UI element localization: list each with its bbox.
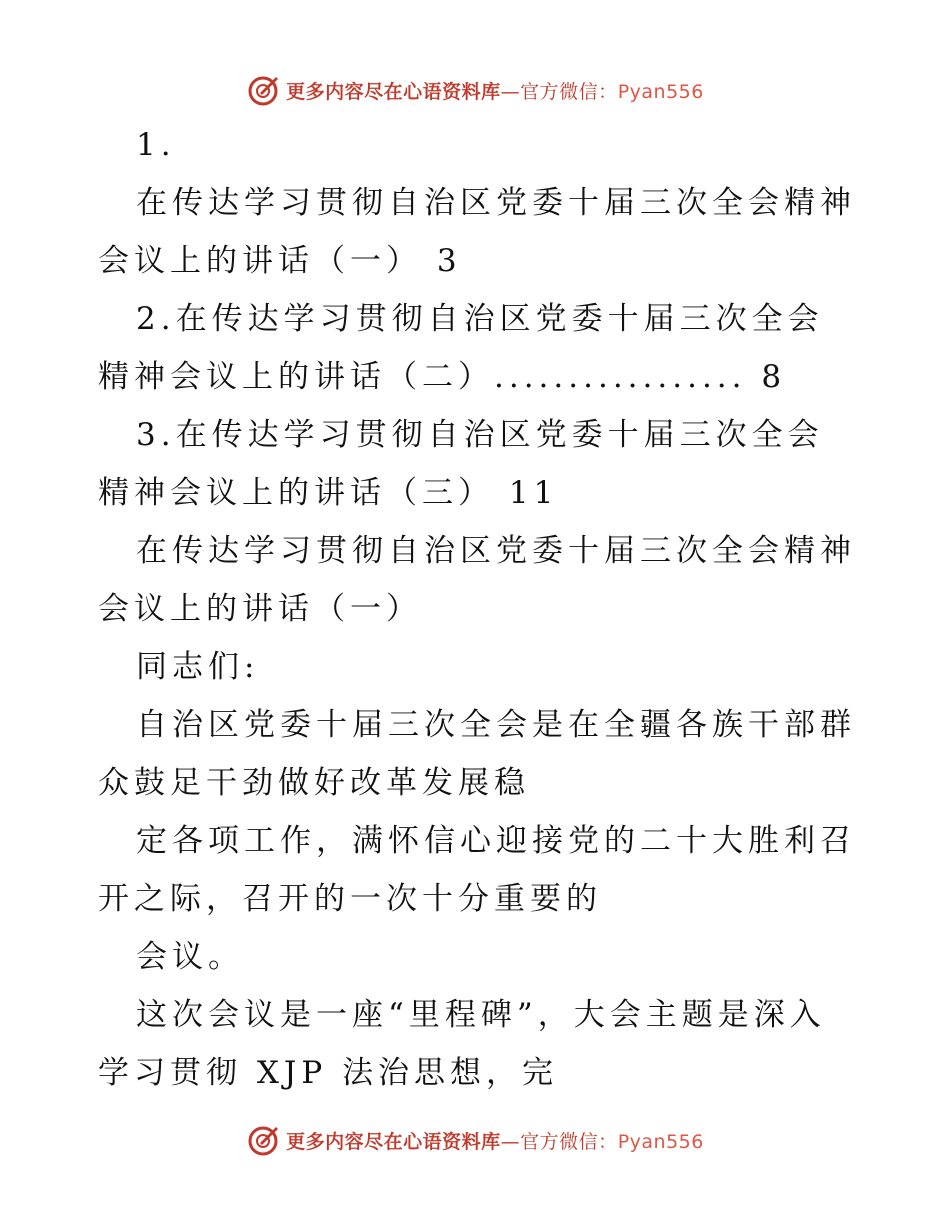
watermark-footer (0, 1120, 950, 1160)
toc-entry-1: 在传达学习贯彻自治区党委十届三次全会精神会议上的讲话（一） 3 (98, 185, 856, 279)
watermark-header (0, 70, 950, 110)
section-title: 在传达学习贯彻自治区党委十届三次全会精神会议上的讲话（一） (98, 533, 856, 627)
watermark-wechat-label: 官方微信： (520, 80, 618, 103)
toc-entry-2: 2.在传达学习贯彻自治区党委十届三次全会精神会议上的讲话（二）................. 8 (98, 301, 824, 395)
document-body (98, 116, 858, 1102)
watermark-wechat-id: Pyan556 (617, 80, 704, 103)
body-paragraph: 这次会议是一座“里程碑”，大会主题是深入学习贯彻 XJP 法治思想，完 (98, 997, 826, 1091)
watermark-dash: — (500, 1130, 521, 1153)
watermark-brand: 更多内容尽在心语资料库 (286, 1130, 501, 1153)
pen-logo-icon (246, 73, 280, 107)
body-paragraph: 自治区党委十届三次全会是在全疆各族干部群众鼓足干劲做好改革发展稳 (98, 707, 856, 801)
toc-entry-3: 3.在传达学习贯彻自治区党委十届三次全会精神会议上的讲话（三） 11 (98, 417, 824, 511)
watermark-wechat-label: 官方微信： (520, 1130, 618, 1153)
body-paragraph: 定各项工作，满怀信心迎接党的二十大胜利召开之际，召开的一次十分重要的 (98, 823, 856, 917)
watermark-wechat-id: Pyan556 (617, 1130, 704, 1153)
watermark-brand: 更多内容尽在心语资料库 (286, 80, 501, 103)
toc-number-1: 1. (136, 127, 176, 163)
pen-logo-icon (246, 1123, 280, 1157)
watermark-dash: — (500, 80, 521, 103)
body-paragraph: 会议。 (136, 939, 244, 975)
salutation: 同志们: (136, 649, 260, 685)
